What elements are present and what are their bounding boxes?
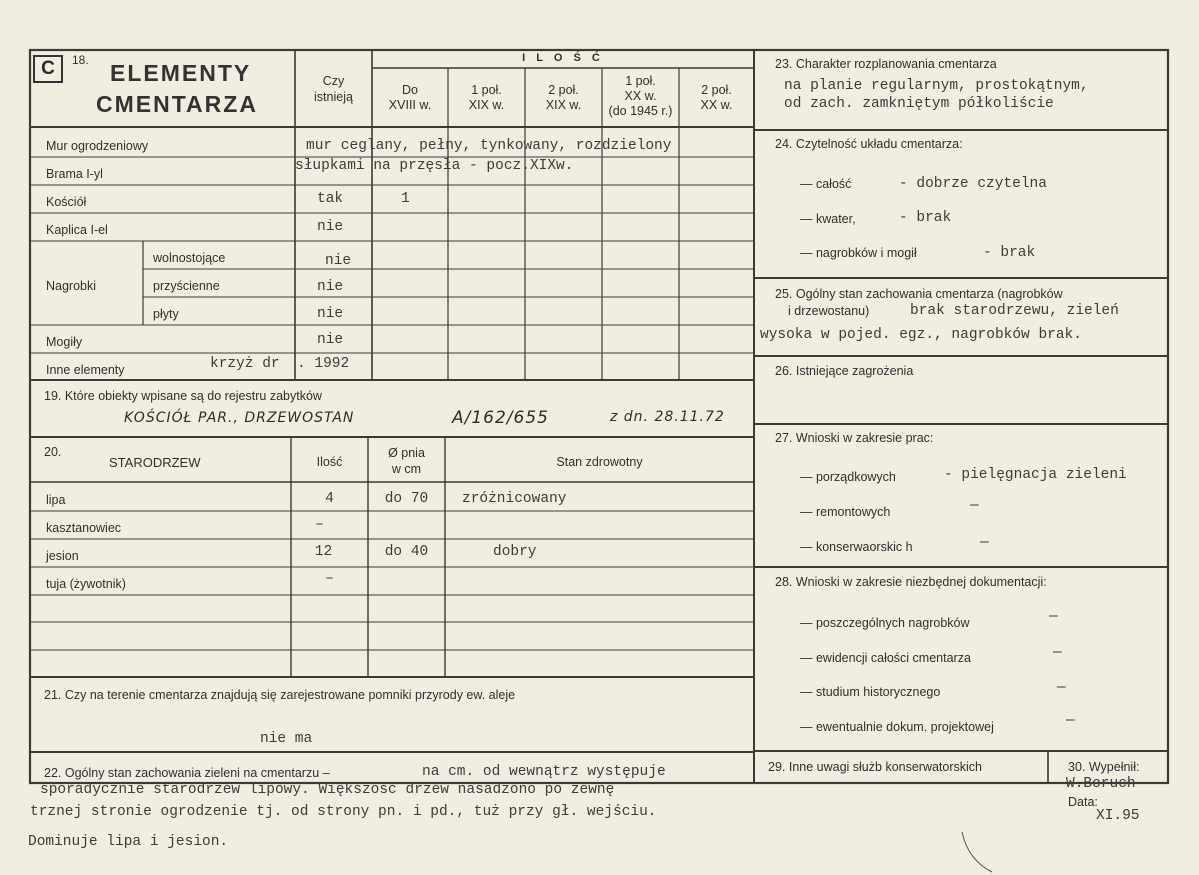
s20-title: STARODRZEW: [109, 455, 201, 470]
s28-item-value: —: [1057, 680, 1066, 696]
section-number: 18.: [72, 53, 89, 67]
period-3-line1: 2 poł.: [548, 83, 579, 97]
s20-col-health: Stan zdrowotny: [556, 455, 643, 469]
col-exists-line2: istnieją: [314, 90, 353, 104]
s25-text-line2: wysoka w pojed. egz., nagrobków brak.: [760, 327, 1082, 343]
s27-item-label: — remontowych: [800, 505, 891, 519]
s24-label: 24. Czytelność układu cmentarza:: [775, 137, 963, 151]
section-letter-box: C: [33, 55, 63, 83]
tree-row-name: tuja (żywotnik): [46, 577, 126, 591]
s24-item-value: - brak: [983, 245, 1036, 261]
tree-row-qty: 12: [314, 544, 333, 560]
title-line2: CMENTARZA: [96, 91, 258, 117]
s27-item-value: —: [970, 498, 979, 514]
s29-label: 29. Inne uwagi służb konserwatorskich: [768, 760, 983, 774]
kosciol-qty-value: 1: [401, 191, 410, 207]
period-4-line1: 1 poł.: [625, 74, 656, 88]
s19-register-number: A/162/655: [452, 408, 549, 428]
s22-text-line3: trznej stronie ogrodzenie tj. od strony pn. i pd., tuż przy gł. wejściu.: [30, 804, 657, 820]
s21-label: 21. Czy na terenie cmentarza znajdują się zarejestrowane pomniki przyrody ew. aleje: [44, 688, 516, 702]
tree-row-diam: do 70: [384, 491, 429, 507]
row-label-mur: Mur ogrodzeniowy: [46, 139, 149, 153]
period-2-line2: XIX w.: [468, 98, 505, 112]
mur-description-line1: mur ceglany, pełny, tynkowany, rozdzielony: [306, 138, 672, 154]
s28-label: 28. Wnioski w zakresie niezbędnej dokumentacji:: [775, 575, 1047, 589]
tree-row-health: dobry: [493, 544, 537, 560]
period-4-line2: XX w.: [624, 89, 657, 103]
row-label-inne: Inne elementy: [46, 363, 125, 377]
row-label-wolnostojace: wolnostojące: [153, 251, 226, 265]
s22-text-line1: na cm. od wewnątrz występuje: [422, 764, 666, 780]
tree-row-name: lipa: [46, 493, 66, 507]
s28-item-label: — studium historycznego: [800, 685, 941, 699]
row-label-kosciol: Kościół: [46, 195, 87, 209]
s22-text-line2: sporadycznie starodrzew lipowy. Większość drzew nasadzono po zewnę: [40, 782, 615, 798]
s30-label: 30. Wypełnił:: [1068, 760, 1140, 774]
s27-label: 27. Wnioski w zakresie prac:: [775, 431, 934, 445]
s20-col-diam-line1: Ø pnia: [388, 446, 425, 460]
kaplica-value: nie: [317, 219, 344, 235]
tree-row-health: zróżnicowany: [462, 491, 567, 507]
s25-label-line2: i drzewostanu): [788, 304, 870, 318]
row-label-przyscienne: przyścienne: [153, 279, 220, 293]
s28-item-value: —: [1053, 645, 1062, 661]
period-4-line3: (do 1945 r.): [608, 104, 673, 118]
tree-row-qty: –: [325, 571, 334, 587]
s23-label: 23. Charakter rozplanowania cmentarza: [775, 57, 997, 71]
s27-item-label: — konserwaorskic h: [800, 540, 913, 554]
period-2-line1: 1 poł.: [471, 83, 502, 97]
s30-date: XI.95: [1096, 808, 1140, 824]
s20-col-diam-line2: w cm: [391, 462, 422, 476]
s25-label-line1: 25. Ogólny stan zachowania cmentarza (nagrobków: [775, 287, 1063, 301]
s24-item-value: - brak: [899, 210, 952, 226]
inne-year-value: . 1992: [297, 356, 350, 372]
s20-number: 20.: [44, 445, 62, 459]
row-label-plyty: płyty: [153, 307, 179, 321]
col-exists-line1: Czy: [322, 74, 345, 88]
period-3-line2: XIX w.: [545, 98, 582, 112]
row-label-brama: Brama I-yl: [46, 167, 103, 181]
row-label-nagrobki: Nagrobki: [46, 279, 97, 293]
przyscienne-value: nie: [317, 279, 344, 295]
inne-handwritten-value: krzyż dr: [210, 356, 280, 372]
s19-label: 19. Które obiekty wpisane są do rejestru zabytków: [44, 389, 322, 403]
s28-item-value: —: [1049, 609, 1058, 625]
s22-label: 22. Ogólny stan zachowania zieleni na cmentarzu –: [44, 766, 330, 780]
mogily-value: nie: [317, 332, 344, 348]
period-5-line2: XX w.: [700, 98, 733, 112]
s27-item-value: - pielęgnacja zieleni: [944, 467, 1127, 483]
period-1-line1: Do: [402, 83, 418, 97]
s30-date-label: Data:: [1068, 795, 1098, 809]
tree-row-name: jesion: [46, 549, 79, 563]
s22-text-line4: Dominuje lipa i jesion.: [28, 834, 229, 850]
wolnostojace-value: nie: [325, 253, 352, 269]
s28-item-label: — poszczególnych nagrobków: [800, 616, 970, 630]
col-ilosc: I L O Ś Ć: [522, 52, 604, 64]
s24-item-label: — całość: [800, 177, 852, 191]
s24-item-label: — nagrobków i mogił: [800, 246, 917, 260]
period-1-line2: XVIII w.: [388, 98, 432, 112]
tree-row-qty: 4: [325, 491, 334, 507]
tree-row-diam: do 40: [384, 544, 429, 560]
s27-item-label: — porządkowych: [800, 470, 896, 484]
s23-text-line1: na planie regularnym, prostokątnym,: [784, 78, 1089, 94]
kosciol-exists-value: tak: [317, 191, 344, 207]
s26-label: 26. Istniejące zagrożenia: [775, 364, 914, 378]
s21-value: nie ma: [260, 731, 313, 747]
s25-text-line1: brak starodrzewu, zieleń: [910, 303, 1119, 319]
row-label-kaplica: Kaplica I-el: [46, 223, 108, 237]
s23-text-line2: od zach. zamkniętym półkoliście: [784, 96, 1054, 112]
s19-register-date: z dn. 28.11.72: [610, 409, 725, 425]
row-label-mogily: Mogiły: [46, 335, 83, 349]
s20-col-qty: Ilość: [316, 455, 343, 469]
mur-description-line2: słupkami na przęsła - pocz.XIXw.: [295, 158, 574, 174]
period-5-line1: 2 poł.: [701, 83, 732, 97]
s28-item-label: — ewidencji całości cmentarza: [800, 651, 971, 665]
s28-item-label: — ewentualnie dokum. projektowej: [800, 720, 994, 734]
tree-row-name: kasztanowiec: [46, 521, 122, 535]
s27-item-value: —: [980, 535, 989, 551]
s19-objects: KOŚCIÓŁ PAR., DRZEWOSTAN: [124, 410, 355, 426]
s24-item-value: - dobrze czytelna: [899, 176, 1047, 192]
tree-row-qty: –: [315, 517, 324, 533]
s28-item-value: —: [1066, 713, 1075, 729]
title-line1: ELEMENTY: [110, 60, 252, 86]
s30-filled-by: W.Boruch: [1066, 776, 1136, 792]
plyty-value: nie: [317, 306, 344, 322]
s24-item-label: — kwater,: [800, 212, 856, 226]
